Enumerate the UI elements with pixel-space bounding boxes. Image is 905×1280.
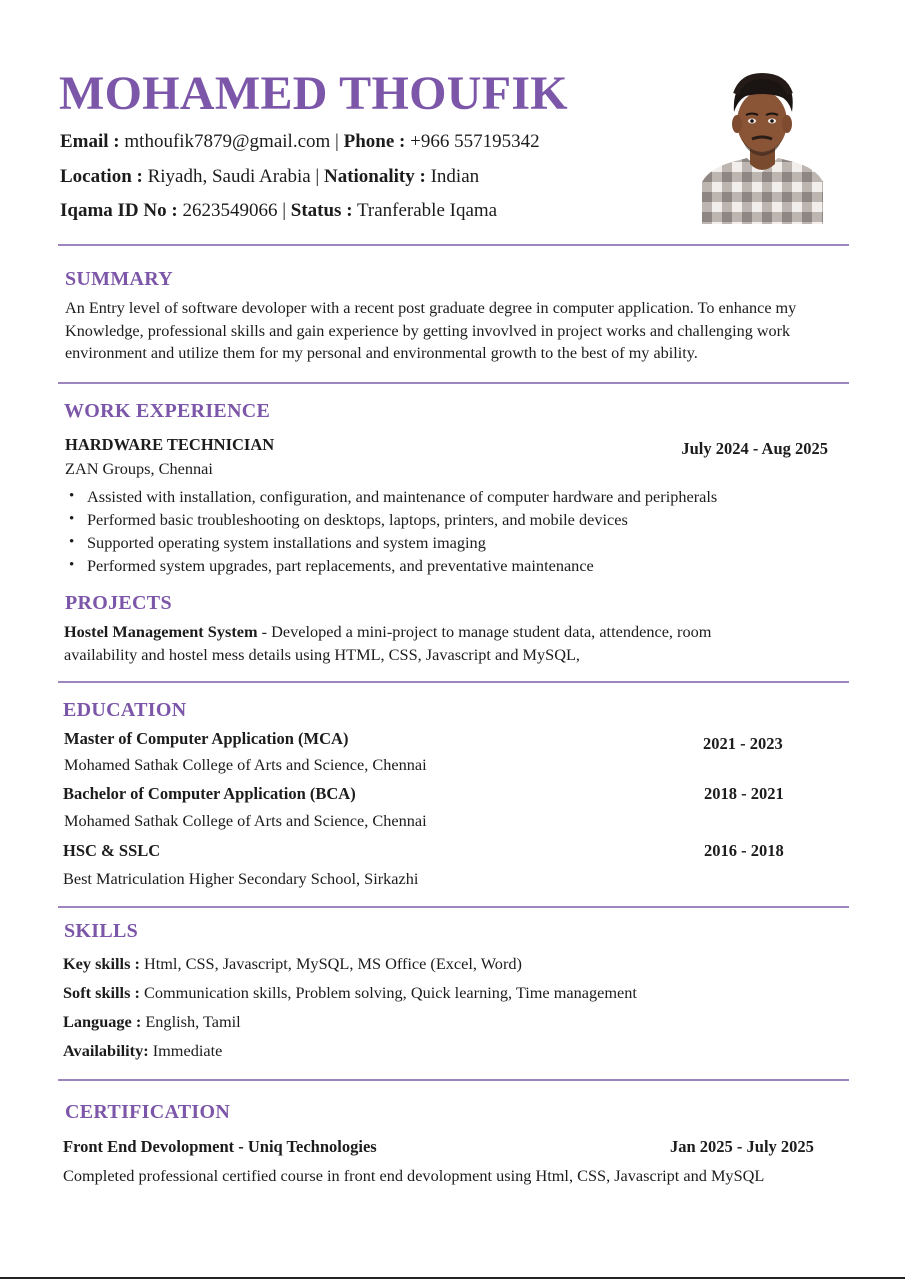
- education-degree: HSC & SSLC: [63, 841, 161, 860]
- education-heading: EDUCATION: [63, 699, 187, 721]
- list-item: • Supported operating system installations and system imaging: [65, 531, 717, 554]
- separator: |: [335, 131, 339, 152]
- list-item: • Assisted with installation, configuration, and maintenance of computer hardware and peripherals: [65, 485, 717, 508]
- education-years: 2016 - 2018: [704, 841, 784, 860]
- contact-line-iqama-status: [60, 200, 497, 222]
- education-years: 2018 - 2021: [704, 784, 784, 803]
- certification-name: Front End Devolopment - Uniq Technologies: [63, 1137, 377, 1156]
- phone-label: Phone :: [343, 131, 406, 152]
- location-value: Riyadh, Saudi Arabia: [147, 166, 311, 187]
- job-title: HARDWARE TECHNICIAN: [65, 435, 275, 454]
- key-skills: [63, 954, 522, 974]
- summary-heading: SUMMARY: [65, 268, 174, 290]
- certification-dates: Jan 2025 - July 2025: [670, 1137, 814, 1156]
- status-label: Status :: [290, 200, 353, 221]
- education-years: 2021 - 2023: [703, 734, 783, 753]
- divider: [58, 681, 849, 683]
- divider: [58, 382, 849, 384]
- key-skills-value: Html, CSS, Javascript, MySQL, MS Office (Excel, Word): [143, 954, 522, 973]
- work-experience-heading: WORK EXPERIENCE: [64, 400, 271, 422]
- separator: |: [282, 200, 287, 221]
- project-description-2: availability and hostel mess details using HTML, CSS, Javascript and MySQL,: [64, 645, 580, 664]
- education-school: Best Matriculation Higher Secondary School, Sirkazhi: [63, 869, 419, 888]
- phone-value: +966 557195342: [410, 131, 540, 152]
- list-item: • Performed basic troubleshooting on desktops, laptops, printers, and mobile devices: [65, 508, 717, 531]
- projects-heading: PROJECTS: [65, 592, 172, 614]
- separator: |: [315, 166, 320, 187]
- soft-skills-label: Soft skills :: [63, 983, 140, 1002]
- email-value: mthoufik7879@gmail.com: [124, 131, 331, 152]
- education-school: Mohamed Sathak College of Arts and Science, Chennai: [64, 755, 427, 774]
- email-label: Email :: [60, 131, 120, 152]
- certification-heading: CERTIFICATION: [65, 1101, 231, 1123]
- job-dates: July 2024 - Aug 2025: [681, 439, 828, 458]
- education-school: Mohamed Sathak College of Arts and Science, Chennai: [64, 811, 427, 830]
- availability-value: Immediate: [152, 1041, 223, 1060]
- nationality-label: Nationality :: [323, 166, 426, 187]
- soft-skills: [63, 983, 637, 1003]
- nationality-value: Indian: [430, 166, 480, 187]
- contact-line-location-nationality: [60, 166, 479, 188]
- list-item: • Performed system upgrades, part replacements, and preventative maintenance: [65, 554, 717, 577]
- status-value: Tranferable Iqama: [356, 200, 498, 221]
- project-line-1: [64, 622, 711, 642]
- availability-label: Availability:: [63, 1041, 149, 1060]
- key-skills-label: Key skills :: [63, 954, 140, 973]
- education-degree: Master of Computer Application (MCA): [64, 729, 349, 748]
- project-dash: -: [257, 622, 272, 641]
- project-name: Hostel Management System: [64, 622, 258, 641]
- profile-photo: [702, 72, 823, 224]
- job-company: ZAN Groups, Chennai: [65, 459, 213, 478]
- iqama-value: 2623549066: [182, 200, 278, 221]
- contact-line-email-phone: [60, 131, 540, 153]
- certification-description: Completed professional certified course in front end devolopment using Html, CSS, Javascript and MySQL: [63, 1166, 765, 1185]
- candidate-name: MOHAMED THOUFIK: [59, 67, 568, 120]
- language-value: English, Tamil: [145, 1012, 241, 1031]
- iqama-label: Iqama ID No :: [60, 200, 178, 221]
- language: [63, 1012, 241, 1032]
- divider: [58, 1079, 849, 1081]
- skills-heading: SKILLS: [64, 920, 139, 942]
- education-degree: Bachelor of Computer Application (BCA): [63, 784, 356, 803]
- location-label: Location :: [60, 166, 143, 187]
- soft-skills-value: Communication skills, Problem solving, Quick learning, Time management: [143, 983, 637, 1002]
- availability: [63, 1041, 222, 1061]
- summary-text: An Entry level of software devoloper with a recent post graduate degree in computer application. To enhance my Knowledge, professional skills and gain experience by getting invovlved in project works and challenging work environment and utilize them for my personal and environmental growth to the best of my ability.: [65, 299, 797, 362]
- project-description-1: Developed a mini-project to manage student data, attendence, room: [271, 622, 712, 641]
- divider: [58, 906, 849, 908]
- job-duties-list: [65, 485, 717, 577]
- profile-photo-illustration: [702, 72, 823, 224]
- language-label: Language :: [63, 1012, 142, 1031]
- page-bottom-edge: [0, 1277, 905, 1279]
- divider: [58, 244, 849, 246]
